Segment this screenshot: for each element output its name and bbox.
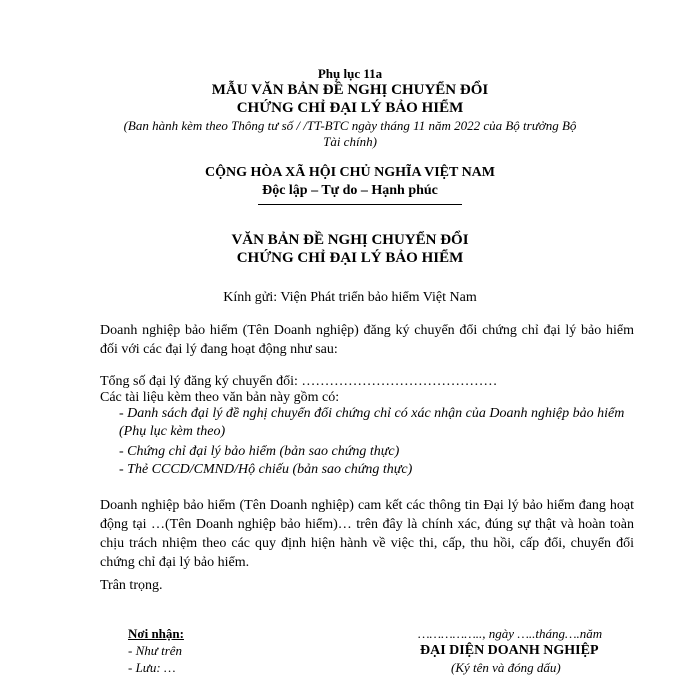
signature-date-line: …………….., ngày …..tháng….năm (418, 626, 603, 641)
country-name: CỘNG HÒA XÃ HỘI CHỦ NGHĨA VIỆT NAM (204, 165, 495, 180)
attachment-item: - Danh sách đại lý đề nghị chuyển đổi chứng chỉ có xác nhận của Doanh nghiệp bảo hiểm (119, 406, 625, 421)
motto-divider (258, 204, 462, 205)
national-motto: Độc lập – Tự do – Hạnh phúc (262, 183, 438, 198)
recipient-item: - Lưu: … (128, 660, 176, 675)
signature-title: ĐẠI DIỆN DOANH NGHIỆP (420, 643, 599, 658)
form-title-line-1: MẪU VĂN BẢN ĐỀ NGHỊ CHUYỂN ĐỔI (211, 82, 489, 98)
document-title-line-1: VĂN BẢN ĐỀ NGHỊ CHUYỂN ĐỔI (231, 232, 469, 248)
signature-note: (Ký tên và đóng dấu) (451, 660, 561, 675)
total-agents-line: Tổng số đại lý đăng ký chuyển đổi: …………………………………… (100, 374, 498, 389)
attachment-item-note: (Phụ lục kèm theo) (119, 424, 226, 439)
issued-by-line-2: Tài chính) (323, 134, 377, 149)
commitment-paragraph: Doanh nghiệp bảo hiểm (Tên Doanh nghiệp) cam kết các thông tin Đại lý bảo hiểm đang hoạt động tại …(Tên Doanh nghiệp bảo hiểm)… trên đây là chính xác, đúng sự thật và hoàn toàn chịu trách nhiệm theo các quy định hiện hành về việc thi, cấp, thu hồi, cấp đổi, chuyển đổi chứng chỉ đại lý bảo hiểm. (100, 498, 634, 570)
closing-text: Trân trọng. (100, 578, 163, 593)
request-paragraph: Doanh nghiệp bảo hiểm (Tên Doanh nghiệp) đăng ký chuyển đổi chứng chỉ đại lý bảo hiểm đối với các đại lý đang hoạt động như sau: (100, 323, 634, 357)
attachment-item: - Chứng chỉ đại lý bảo hiểm (bản sao chứng thực) (119, 444, 400, 459)
document-title-line-2: CHỨNG CHỈ ĐẠI LÝ BẢO HIỂM (236, 250, 464, 266)
appendix-label: Phụ lục 11a (317, 66, 383, 81)
attachments-intro: Các tài liệu kèm theo văn bản này gồm có: (100, 390, 340, 405)
issued-by-line-1: (Ban hành kèm theo Thông tư số / /TT-BTC ngày tháng 11 năm 2022 của Bộ trưởng Bộ (123, 118, 577, 133)
form-title-line-2: CHỨNG CHỈ ĐẠI LÝ BẢO HIỂM (236, 100, 464, 116)
recipients-heading: Nơi nhận: (128, 626, 184, 641)
attachment-item: - Thẻ CCCD/CMND/Hộ chiếu (bản sao chứng thực) (119, 462, 413, 477)
addressee: Kính gửi: Viện Phát triển bảo hiểm Việt Nam (223, 290, 477, 305)
recipient-item: - Như trên (128, 643, 183, 658)
